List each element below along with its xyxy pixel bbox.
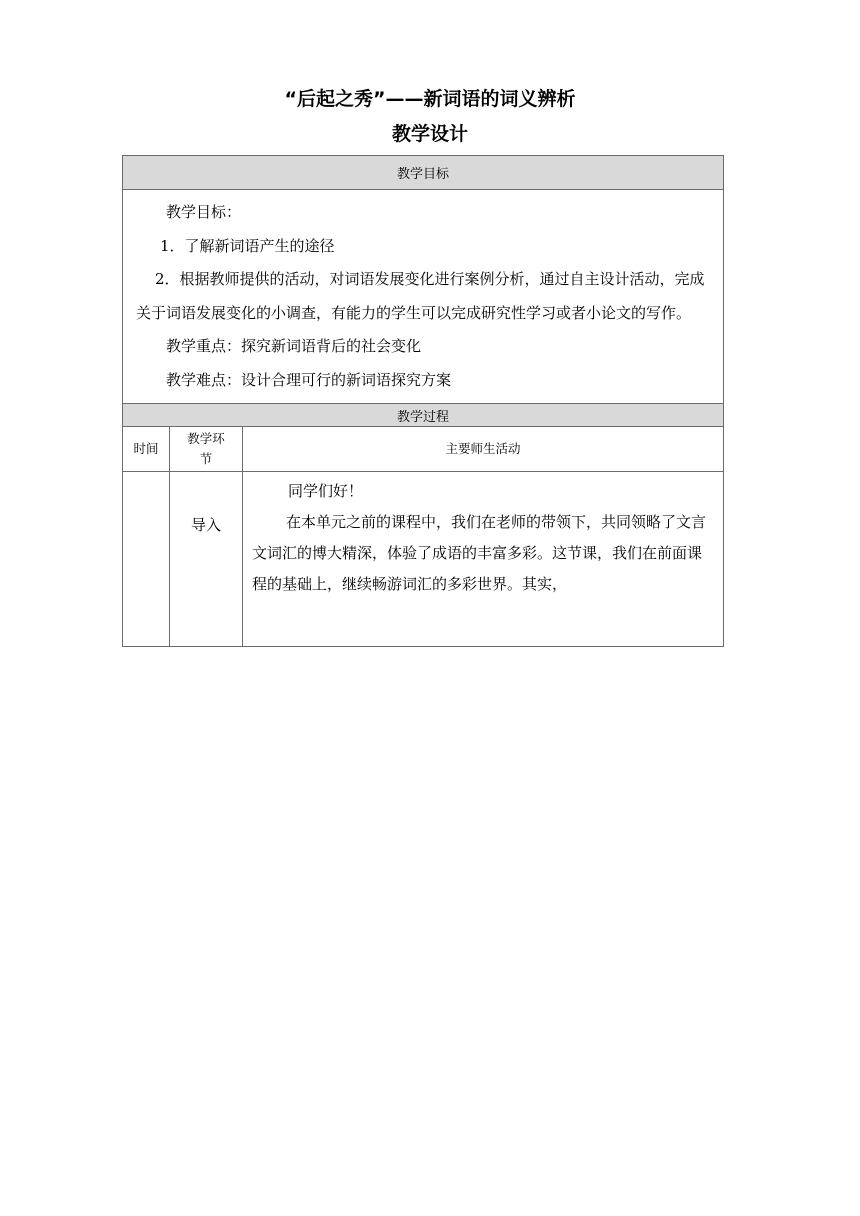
objective-item-2: 2．根据教师提供的活动，对词语发展变化进行案例分析，通过自主设计活动，完成关于词语发展变化的小调查，有能力的学生可以完成研究性学习或者小论文的写作。 <box>136 270 705 322</box>
objectives-header: 教学目标 <box>123 156 724 190</box>
column-header-stage-text: 教学环节 <box>187 431 225 466</box>
column-header-time: 时间 <box>123 427 170 472</box>
row-activity-cell <box>243 472 724 647</box>
document-title: “后起之秀”——新词语的词义辨析 <box>284 88 576 110</box>
row-time-cell <box>123 472 170 647</box>
row-stage-cell: 导入 <box>170 472 243 647</box>
process-header: 教学过程 <box>123 404 724 427</box>
column-header-stage <box>170 427 243 472</box>
lesson-plan-table <box>122 155 724 647</box>
difficulty-point: 教学难点：设计合理可行的新词语探究方案 <box>166 370 452 389</box>
table-row <box>123 472 724 647</box>
objectives-label: 教学目标： <box>166 203 242 221</box>
objectives-body <box>123 190 724 404</box>
key-point: 教学重点：探究新词语背后的社会变化 <box>166 337 422 355</box>
document-subtitle: 教学设计 <box>391 123 468 145</box>
objective-item-1: 1．了解新词语产生的途径 <box>160 236 335 255</box>
activity-greeting: 同学们好！ <box>288 482 364 500</box>
column-header-activity: 主要师生活动 <box>243 427 724 472</box>
activity-paragraph: 在本单元之前的课程中，我们在老师的带领下，共同领略了文言文词汇的博大精深，体验了成语的丰富多彩。这节课，我们在前面课程的基础上，继续畅游词汇的多彩世界。其实， <box>252 513 707 593</box>
